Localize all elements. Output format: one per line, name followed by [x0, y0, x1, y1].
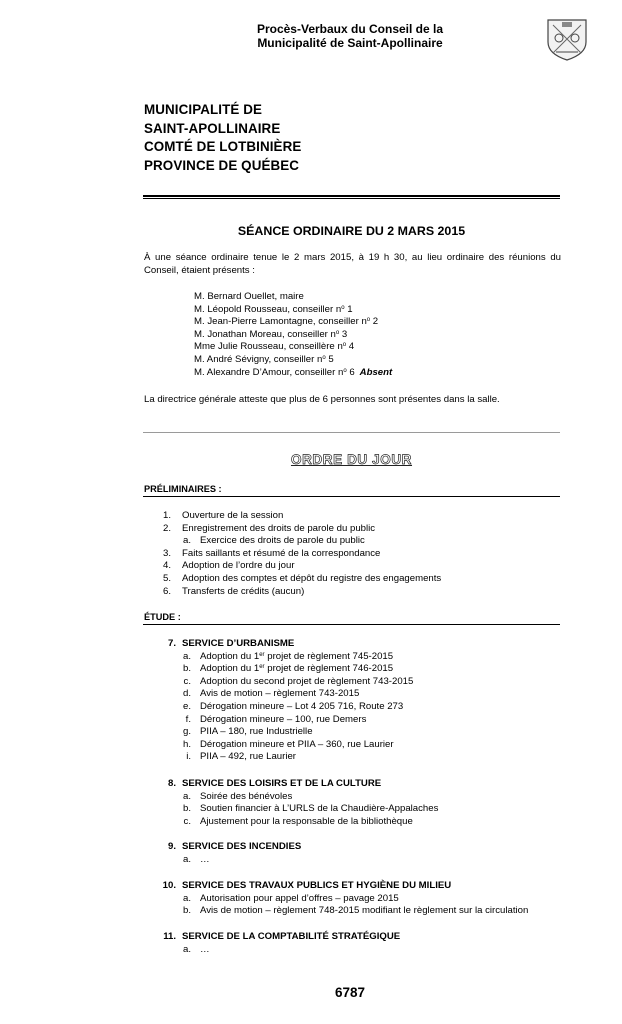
header-line-1: Procès-Verbaux du Conseil de la [256, 22, 444, 36]
header-line-2: Municipalité de Saint-Apollinaire [257, 36, 443, 50]
municipality-line-1: MUNICIPALITÉ DE [144, 102, 263, 117]
municipality-line-3: COMTÉ DE LOTBINIÈRE [144, 139, 302, 154]
member-5: M. André Sévigny, conseiller $n^o$ 5 [194, 353, 334, 365]
gray-divider [143, 432, 560, 433]
municipal-seal-icon [544, 16, 590, 62]
municipality-block [144, 101, 301, 175]
etude-rule [143, 624, 560, 625]
member-3: M. Jonathan Moreau, conseiller $n^o$ 3 [194, 328, 348, 340]
page-number: 6787 [335, 985, 366, 1000]
member-2: M. Jean-Pierre Lamontagne, conseiller $n^o$ 2 [194, 316, 379, 328]
agenda-title: ORDRE DU JOUR [290, 452, 413, 467]
section-7: 7. SERVICE D’URBANISME a. Adoption du 1er projet de règlement 745-2015 b. Adoption du 1er projet de règlement 746-2015 c. Adoption du second projet de règlement 743-2015 d. Avis de motion – règlement 743-2015 e. Dérogation mineure – Lot 4 205 716, Route 273 f. Dérogation mineure – 100, rue Demers g. PIIA – 180, rue Industrielle h. Dérogation mineure et PIIA – 360, rue Laurier i. PIIA – 492, rue Laurier [167, 638, 414, 763]
preliminaires-rule [143, 496, 560, 497]
section-8: 8. SERVICE DES LOISIRS ET DE LA CULTURE a. Soirée des bénévoles b. Soutien financier à L’URLS de la Chaudière-Appalaches c. Ajustement pour la responsable de la bibliothèque [167, 778, 439, 827]
preliminaires-label: PRÉLIMINAIRES : [144, 484, 222, 494]
absent-note: Absent [359, 366, 393, 378]
municipality-line-4: PROVINCE DE QUÉBEC [144, 157, 300, 173]
attendance-statement: La directrice générale atteste que plus de 6 personnes sont présentes dans la salle. [144, 394, 500, 405]
section-11: 11. SERVICE DE LA COMPTABILITÉ STRATÉGIQUE a. … [163, 931, 401, 955]
member-6: M. Alexandre D’Amour, conseiller $n^o$ 6 Absent [194, 366, 393, 378]
preliminaires-list: 1. Ouverture de la session 2. Enregistrement des droits de parole du public a. Exercice des droits de parole du public 3. Faits saillants et résumé de la correspondance 4. Adoption de l’ordre du jour 5. Adoption des comptes et dépôt du registre des engagements 6. Transferts de crédits (aucun) [162, 510, 442, 597]
municipality-line-2: SAINT-APOLLINAIRE [144, 120, 281, 136]
member-0: M. Bernard Ouellet, maire [194, 291, 304, 302]
member-1: M. Léopold Rousseau, conseiller $n^o$ 1 [194, 303, 353, 315]
seance-title: SÉANCE ORDINAIRE DU 2 MARS 2015 [237, 224, 466, 238]
member-4: Mme Julie Rousseau, conseillère $n^o$ 4 [194, 341, 355, 353]
header-title [200, 22, 500, 50]
section-10: 10. SERVICE DES TRAVAUX PUBLICS ET HYGIÈNE DU MILIEU a. Autorisation pour appel d’offres – pavage 2015 b. Avis de motion – règlement 748-2015 modifiant le règlement sur la circulation [162, 880, 529, 917]
section-9: 9. SERVICE DES INCENDIES a. … [167, 841, 302, 865]
seance-intro: À une séance ordinaire tenue le 2 mars 2015, à 19 h 30, au lieu ordinaire des réunions du Conseil, étaient présents : [144, 252, 561, 276]
double-divider [143, 195, 560, 199]
etude-label: ÉTUDE : [144, 612, 181, 622]
members-list [194, 291, 392, 379]
